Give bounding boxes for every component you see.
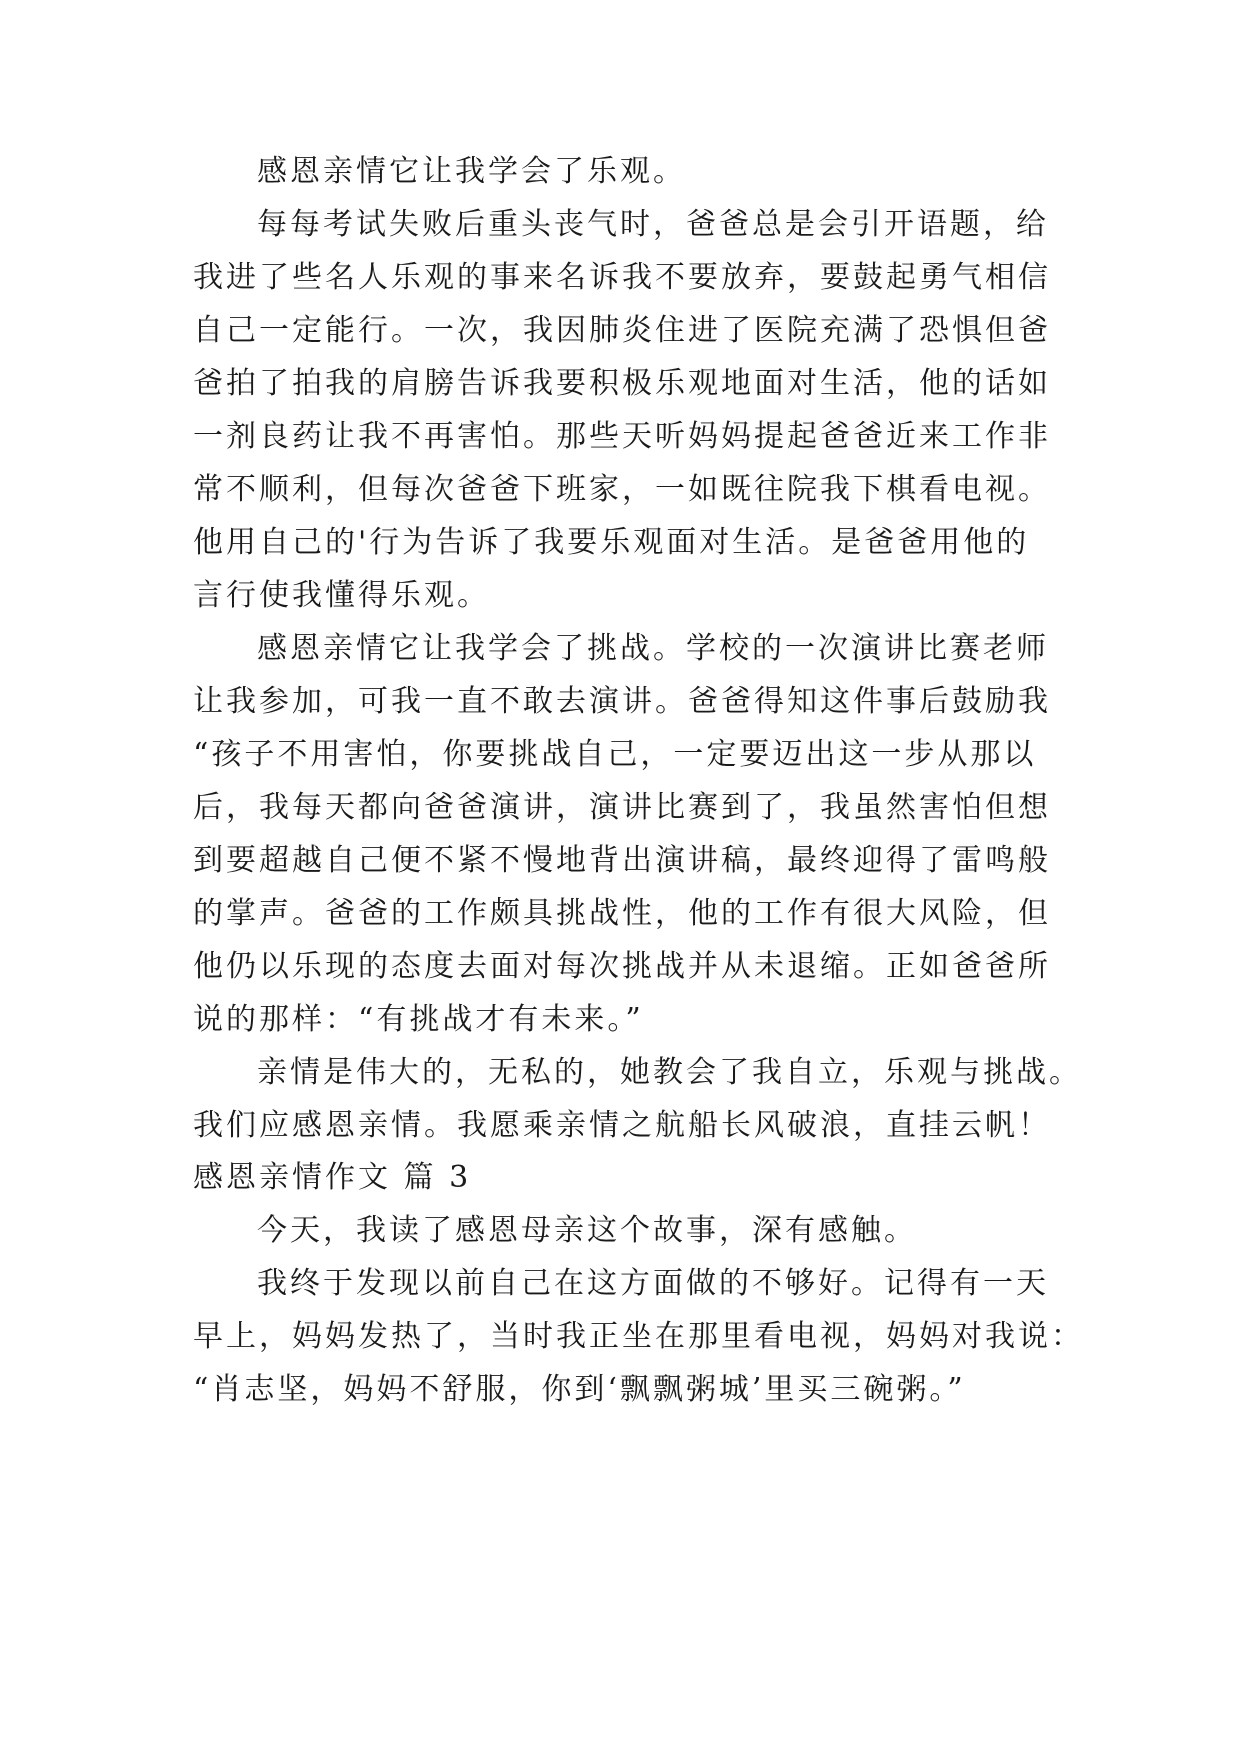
paragraph-line: 我终于发现以前自己在这方面做的不够好。记得有一天 [257,1266,1049,1301]
paragraph-line: 他用自己的'行为告诉了我要乐观面对生活。是爸爸用他的 [193,525,1030,560]
paragraph-line: 今天，我读了感恩母亲这个故事，深有感触。 [257,1213,917,1248]
paragraph-line: 让我参加，可我一直不敢去演讲。爸爸得知这件事后鼓励我 [193,684,1051,719]
paragraph-line: 后，我每天都向爸爸演讲，演讲比赛到了，我虽然害怕但想 [193,790,1051,825]
paragraph-line: “孩子不用害怕，你要挑战自己，一定要迈出这一步从那以 [193,737,1037,772]
paragraph-line: 他仍以乐现的态度去面对每次挑战并从未退缩。正如爸爸所 [193,949,1051,984]
paragraph-line: 我进了些名人乐观的事来名诉我不要放弃，要鼓起勇气相信 [193,260,1051,295]
paragraph-line: 感恩亲情它让我学会了乐观。 [257,154,686,189]
paragraph-line: 常不顺利，但每次爸爸下班家，一如既往院我下棋看电视。 [193,472,1051,507]
paragraph-line: “肖志坚，妈妈不舒服，你到‘飘飘粥城’里买三碗粥。” [193,1372,966,1407]
paragraph-line: 亲情是伟大的，无私的，她教会了我自立，乐观与挑战。 [257,1055,1082,1090]
paragraph-line: 说的那样：“有挑战才有未来。” [193,1002,644,1037]
paragraph-line: 自己一定能行。一次，我因肺炎住进了医院充满了恐惧但爸 [193,313,1051,348]
paragraph-line: 我们应感恩亲情。我愿乘亲情之航船长风破浪，直挂云帆！ [193,1108,1051,1143]
paragraph-line: 到要超越自己便不紧不慢地背出演讲稿，最终迎得了雷鸣般 [193,843,1051,878]
paragraph-line: 感恩亲情它让我学会了挑战。学校的一次演讲比赛老师 [257,631,1049,666]
paragraph-line: 每每考试失败后重头丧气时，爸爸总是会引开语题，给 [257,207,1049,242]
paragraph-line: 的掌声。爸爸的工作颇具挑战性，他的工作有很大风险，但 [193,896,1051,931]
paragraph-line: 一剂良药让我不再害怕。那些天听妈妈提起爸爸近来工作非 [193,419,1051,454]
paragraph-line: 爸拍了拍我的肩膀告诉我要积极乐观地面对生活，他的话如 [193,366,1051,401]
section-heading: 感恩亲情作文 篇 3 [193,1160,472,1195]
paragraph-line: 言行使我懂得乐观。 [193,578,490,613]
paragraph-line: 早上，妈妈发热了，当时我正坐在那里看电视，妈妈对我说： [193,1319,1084,1354]
